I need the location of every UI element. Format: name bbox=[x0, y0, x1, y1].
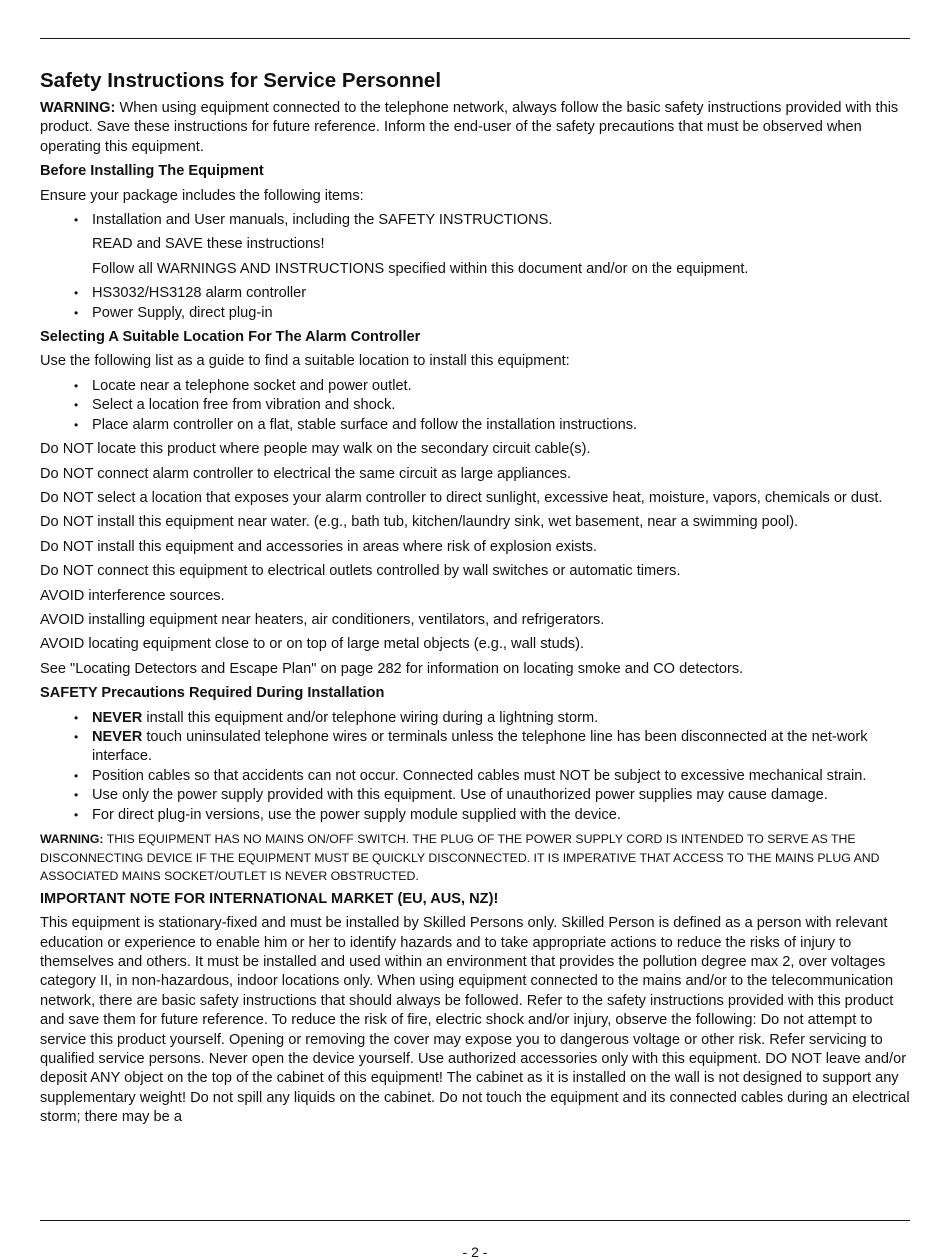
package-item-manuals: • Installation and User manuals, including the SAFETY INSTRUCTIONS. bbox=[92, 212, 553, 229]
location-note: Do NOT connect alarm controller to electrical the same circuit as large appliances. bbox=[40, 465, 572, 482]
document-body bbox=[40, 68, 910, 1133]
mains-warning-lead: WARNING: bbox=[40, 832, 104, 846]
list-item: • Place alarm controller on a flat, stable surface and follow the installation instructions. bbox=[92, 416, 910, 435]
location-note: AVOID interference sources. bbox=[40, 587, 225, 604]
before-installing-lead: Ensure your package includes the following items: bbox=[40, 187, 364, 204]
intro-warning-lead: WARNING: bbox=[40, 100, 116, 116]
list-item: • Select a location free from vibration and shock. bbox=[92, 396, 910, 415]
location-list bbox=[40, 377, 910, 435]
footer-rule bbox=[40, 1220, 910, 1221]
precautions-list bbox=[40, 709, 910, 825]
never-lead: NEVER bbox=[92, 728, 143, 745]
list-item bbox=[92, 211, 910, 279]
location-note: AVOID locating equipment close to or on top of large metal objects (e.g., wall studs). bbox=[40, 636, 585, 653]
list-item: • Locate near a telephone socket and power outlet. bbox=[92, 377, 910, 396]
before-installing-heading: Before Installing The Equipment bbox=[40, 163, 264, 180]
list-item: • HS3032/HS3128 alarm controller bbox=[92, 284, 910, 303]
international-text: This equipment is stationary-fixed and must be installed by Skilled Persons only. Skilled Person is defined as a person with relevant education or experience to enable him or her to identify hazards and to take appropriate actions to reduce the risks of injury to themselves and others. It must be installed and used within an environment that provides the pollution degree max 2, over voltages category II, in non-hazardous, indoor locations only. When using equipment connected to the mains and/or to the telecommunication network, there are basic safety instructions that should always be followed. Refer to the safety instructions provided with this product and save them for future reference. To reduce the risk of fire, electric shock and/or injury, observe the following: Do not attempt to service this product yourself. Opening or removing the cover may expose you to dangerous voltage or other risk. Refer servicing to qualified service persons. Never open the device yourself. Use authorized accessories only with this equipment. DO NOT leave and/or deposit ANY object on the top of the cabinet of this equipment! The cabinet as it is installed on the wall is not designed to support any supplementary weight! Do not spill any liquids on the cabinet. Do not touch the equipment and its connected cables during an electrical storm; there may be a bbox=[40, 915, 910, 1126]
location-heading: Selecting A Suitable Location For The Alarm Controller bbox=[40, 329, 421, 346]
precaution-text: touch uninsulated telephone wires or terminals unless the telephone line has been disconnected at the net-work interface. bbox=[92, 728, 868, 765]
location-lead: Use the following list as a guide to find a suitable location to install this equipment: bbox=[40, 353, 570, 370]
list-item: • Power Supply, direct plug-in bbox=[92, 304, 910, 323]
header-rule bbox=[40, 38, 910, 39]
list-item bbox=[92, 709, 910, 728]
page-number: - 2 - bbox=[462, 1244, 488, 1260]
mains-warning-text: THIS EQUIPMENT HAS NO MAINS ON/OFF SWITCH. THE PLUG OF THE POWER SUPPLY CORD IS INTENDED TO SERVE AS THE DISCONNECTING DEVICE IF THE EQUIPMENT MUST BE QUICKLY DISCONNECTED. IT IS IMPERATIVE THAT ACCESS TO THE MAINS PLUG AND ASSOCIATED MAINS SOCKET/OUTLET IS NEVER OBSTRUCTED. bbox=[40, 832, 880, 884]
location-note: Do NOT select a location that exposes your alarm controller to direct sunlight, excessive heat, moisture, vapors, chemicals or dust. bbox=[40, 489, 883, 506]
location-note: See "Locating Detectors and Escape Plan" on page 282 for information on locating smoke and CO detectors. bbox=[40, 660, 744, 677]
location-note: Do NOT install this equipment and accessories in areas where risk of explosion exists. bbox=[40, 538, 597, 555]
intro-paragraph bbox=[40, 99, 910, 157]
never-lead: NEVER bbox=[92, 709, 143, 726]
package-item-follow-warnings: Follow all WARNINGS AND INSTRUCTIONS specified within this document and/or on the equipment. bbox=[92, 260, 749, 277]
location-note: Do NOT locate this product where people may walk on the secondary circuit cable(s). bbox=[40, 441, 591, 458]
list-item bbox=[92, 728, 910, 767]
precautions-heading: SAFETY Precautions Required During Installation bbox=[40, 685, 385, 702]
intro-warning-text: When using equipment connected to the telephone network, always follow the basic safety instructions provided with this product. Save these instructions for future reference. Inform the end-user of the safety precautions that must be observed when operating this equipment. bbox=[40, 100, 899, 155]
package-items-list bbox=[40, 211, 910, 323]
precaution-text: install this equipment and/or telephone wiring during a lightning storm. bbox=[142, 709, 599, 726]
international-heading: IMPORTANT NOTE FOR INTERNATIONAL MARKET (EU, AUS, NZ)! bbox=[40, 890, 499, 907]
mains-warning bbox=[40, 830, 910, 886]
location-note: Do NOT connect this equipment to electrical outlets controlled by wall switches or automatic timers. bbox=[40, 563, 681, 580]
list-item: • Position cables so that accidents can not occur. Connected cables must NOT be subject to excessive mechanical strain. bbox=[92, 767, 910, 786]
page-title: Safety Instructions for Service Personnel bbox=[40, 69, 442, 92]
list-item: • Use only the power supply provided with this equipment. Use of unauthorized power supplies may cause damage. bbox=[92, 786, 910, 805]
location-note: Do NOT install this equipment near water. (e.g., bath tub, kitchen/laundry sink, wet basement, near a swimming pool). bbox=[40, 514, 799, 531]
location-note: AVOID installing equipment near heaters, air conditioners, ventilators, and refrigerators. bbox=[40, 611, 605, 628]
list-item: • For direct plug-in versions, use the power supply module supplied with the device. bbox=[92, 806, 910, 825]
package-item-read-save: READ and SAVE these instructions! bbox=[92, 236, 325, 253]
